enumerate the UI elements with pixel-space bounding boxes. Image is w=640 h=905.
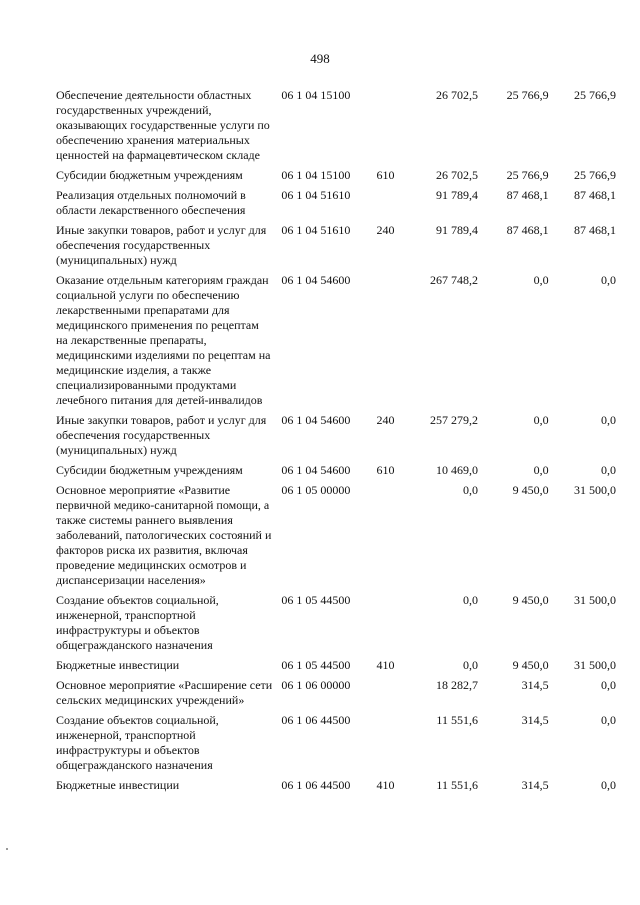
row-value-1: 267 748,2 (429, 273, 478, 287)
row-value-3: 0,0 (601, 678, 616, 692)
row-value-2: 87 468,1 (506, 188, 549, 202)
row-code: 06 1 05 00000 (281, 483, 351, 497)
row-expense-type: 410 (376, 658, 395, 672)
row-expense-type (377, 88, 400, 168)
margin-mark (6, 848, 8, 850)
budget-table (56, 88, 616, 798)
row-code: 06 1 04 51610 (281, 223, 351, 237)
table-row (56, 713, 616, 778)
row-code: 06 1 04 54600 (281, 413, 351, 427)
row-value-2: 0,0 (533, 413, 549, 427)
table-row (56, 658, 616, 678)
row-name: Субсидии бюджетным учреждениям (56, 463, 243, 477)
table-row (56, 413, 616, 463)
row-code: 06 1 05 44500 (281, 593, 351, 607)
row-value-2: 9 450,0 (512, 483, 549, 497)
row-code: 06 1 04 15100 (281, 168, 351, 182)
row-value-1: 0,0 (462, 593, 478, 607)
row-expense-type: 410 (376, 778, 395, 792)
table-row (56, 483, 616, 593)
row-value-3: 87 468,1 (574, 223, 616, 237)
row-value-3: 25 766,9 (574, 88, 616, 102)
row-value-2: 25 766,9 (506, 88, 549, 102)
table-row (56, 273, 616, 413)
row-name: Иные закупки товаров, работ и услуг для обеспечения государственных (муниципальных) нужд (56, 413, 267, 457)
row-expense-type: 240 (376, 413, 395, 427)
row-value-3: 31 500,0 (574, 658, 616, 672)
row-name: Иные закупки товаров, работ и услуг для обеспечения государственных (муниципальных) нужд (56, 223, 267, 267)
row-value-2: 314,5 (521, 713, 549, 727)
row-value-2: 314,5 (521, 678, 549, 692)
row-value-1: 18 282,7 (435, 678, 478, 692)
row-value-3: 0,0 (601, 713, 616, 727)
row-value-3: 31 500,0 (574, 593, 616, 607)
table-row (56, 88, 616, 168)
row-expense-type (377, 678, 400, 713)
row-name: Бюджетные инвестиции (56, 778, 180, 792)
table-row (56, 168, 616, 188)
row-name: Оказание отдельным категориям граждан социальной услуги по обеспечению лекарственными препаратами для медицинского применения по рецептам на лекарственные препараты, медицинскими изделиями по рецептам на медицинские изделия, а также специализированными продуктами лечебного питания для детей-инвалидов (56, 273, 271, 407)
row-value-1: 11 551,6 (436, 778, 478, 792)
budget-table-body (56, 88, 616, 798)
row-code: 06 1 04 15100 (281, 88, 351, 102)
row-code: 06 1 06 00000 (281, 678, 351, 692)
row-code: 06 1 05 44500 (281, 658, 351, 672)
row-value-3: 87 468,1 (574, 188, 616, 202)
row-value-3: 31 500,0 (574, 483, 616, 497)
row-value-1: 91 789,4 (435, 223, 478, 237)
row-code: 06 1 06 44500 (281, 713, 351, 727)
row-name: Субсидии бюджетным учреждениям (56, 168, 243, 182)
row-expense-type (377, 593, 400, 658)
row-value-2: 87 468,1 (506, 223, 549, 237)
row-value-2: 0,0 (533, 273, 549, 287)
table-row (56, 188, 616, 223)
page-number: 498 (310, 51, 330, 66)
row-expense-type: 610 (376, 463, 395, 477)
table-row (56, 678, 616, 713)
row-value-1: 26 702,5 (435, 168, 478, 182)
row-value-2: 9 450,0 (512, 593, 549, 607)
row-name: Основное мероприятие «Развитие первичной медико-санитарной помощи, а также системы раннего выявления заболеваний, патологических состояний и факторов риска их развития, включая проведение медицинских осмотров и диспансеризации населения» (56, 483, 272, 587)
row-value-2: 314,5 (521, 778, 549, 792)
row-expense-type: 610 (376, 168, 395, 182)
row-expense-type (377, 713, 400, 778)
row-code: 06 1 04 54600 (281, 273, 351, 287)
row-code: 06 1 06 44500 (281, 778, 351, 792)
row-code: 06 1 04 51610 (281, 188, 351, 202)
row-value-3: 0,0 (601, 413, 616, 427)
row-expense-type (377, 273, 400, 413)
row-value-1: 0,0 (462, 483, 478, 497)
row-value-3: 25 766,9 (574, 168, 616, 182)
row-expense-type (377, 483, 400, 593)
row-name: Бюджетные инвестиции (56, 658, 180, 672)
row-name: Создание объектов социальной, инженерной, транспортной инфраструктуры и объектов общегражданского назначения (56, 713, 219, 772)
row-value-2: 9 450,0 (512, 658, 549, 672)
row-expense-type (377, 188, 400, 223)
row-value-1: 26 702,5 (435, 88, 478, 102)
table-row (56, 778, 616, 798)
row-expense-type: 240 (376, 223, 395, 237)
table-row (56, 223, 616, 273)
table-row (56, 463, 616, 483)
table-row (56, 593, 616, 658)
row-value-3: 0,0 (601, 273, 616, 287)
row-name: Создание объектов социальной, инженерной, транспортной инфраструктуры и объектов общегражданского назначения (56, 593, 219, 652)
row-value-3: 0,0 (601, 778, 616, 792)
row-value-2: 0,0 (533, 463, 549, 477)
row-value-1: 91 789,4 (435, 188, 478, 202)
row-name: Основное мероприятие «Расширение сети сельских медицинских учреждений» (56, 678, 273, 707)
row-name: Реализация отдельных полномочий в области лекарственного обеспечения (56, 188, 246, 217)
row-code: 06 1 04 54600 (281, 463, 351, 477)
row-value-3: 0,0 (601, 463, 616, 477)
row-value-1: 0,0 (462, 658, 478, 672)
row-value-1: 10 469,0 (435, 463, 478, 477)
row-name: Обеспечение деятельности областных государственных учреждений, оказывающих государственные услуги по обеспечению хранения материальных ценностей на фармацевтическом складе (56, 88, 270, 162)
row-value-1: 257 279,2 (429, 413, 478, 427)
row-value-2: 25 766,9 (506, 168, 549, 182)
row-value-1: 11 551,6 (436, 713, 478, 727)
